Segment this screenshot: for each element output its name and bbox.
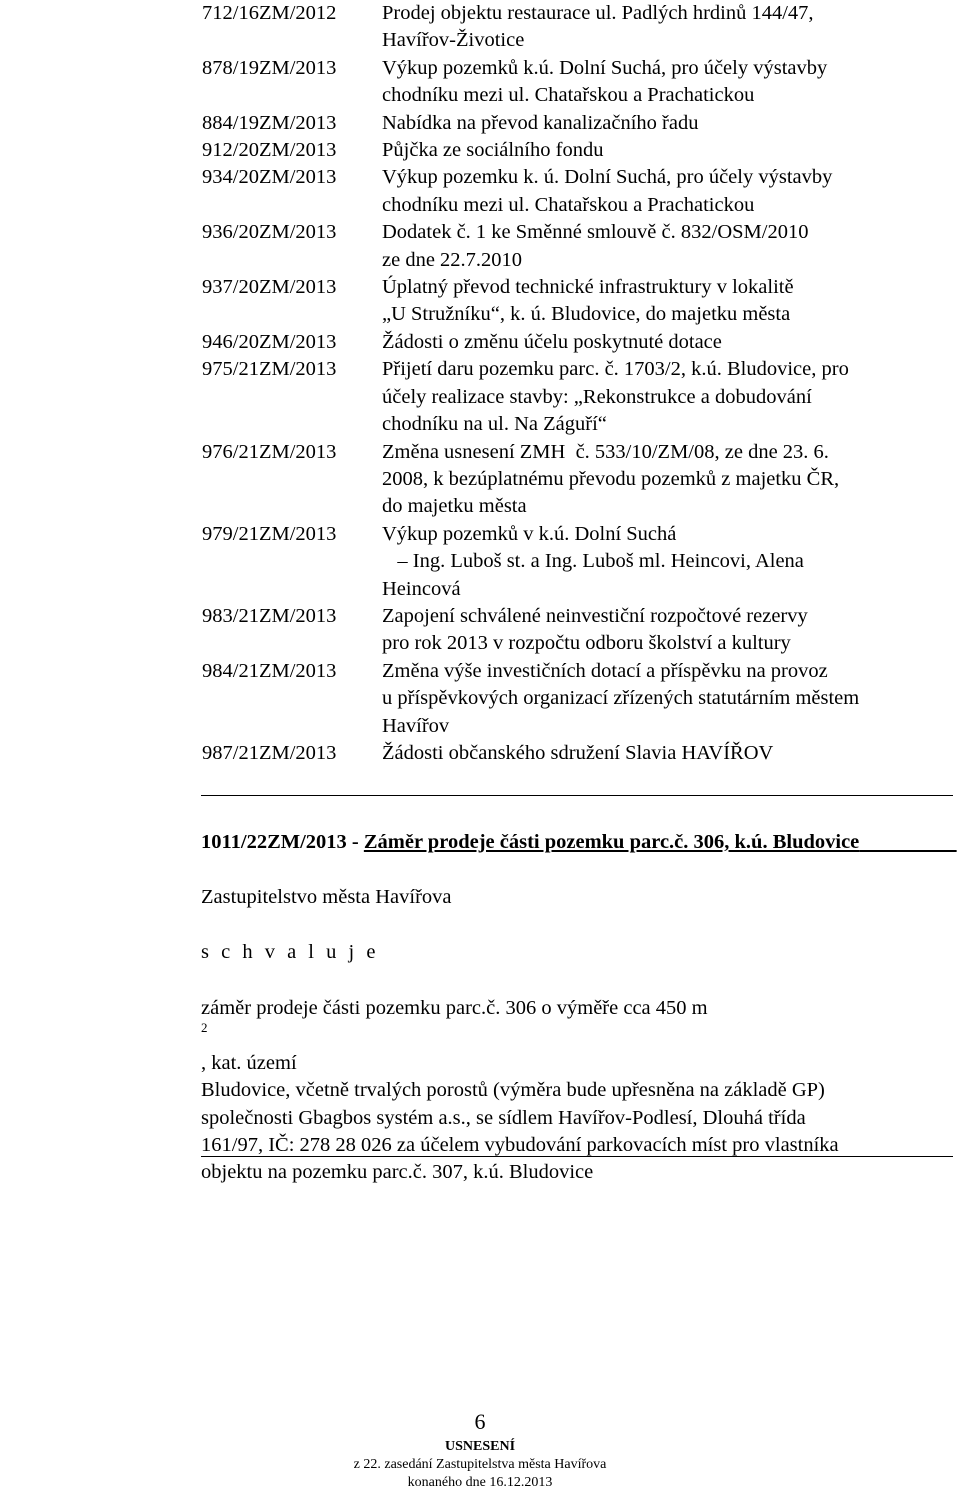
title-line: Havířov-Životice (382, 29, 525, 52)
footer-session: z 22. zasedání Zastupitelstva města Havířova (353, 1457, 607, 1472)
resolution-row (202, 521, 952, 603)
title-line: do majetku města (382, 495, 527, 518)
resolution-row (202, 110, 952, 137)
title-line: Dodatek č. 1 ke Směnné smlouvě č. 832/OSM/2010 (382, 221, 809, 244)
title-line: chodníku na ul. Na Záguří“ (382, 413, 607, 436)
resolution-title (382, 55, 952, 110)
resolution-code: 979/21ZM/2013 (202, 522, 337, 545)
resolution-code: 912/20ZM/2013 (202, 139, 337, 162)
description-line: 161/97, IČ: 278 28 026 za účelem vybudování parkovacích míst pro vlastníka (201, 1134, 839, 1157)
title-line: Žádosti o změnu účelu poskytnuté dotace (382, 330, 722, 353)
resolution-list (202, 0, 952, 767)
resolution-code: 946/20ZM/2013 (202, 330, 337, 353)
resolution-description (201, 995, 953, 1187)
title-line: Přijetí daru pozemku parc. č. 1703/2, k.ú. Bludovice, pro (382, 358, 849, 381)
resolution-title (382, 658, 952, 740)
resolution-row (202, 356, 952, 438)
title-line: Změna usnesení ZMH č. 533/10/ZM/08, ze dne 23. 6. (382, 440, 829, 463)
resolution-title (382, 439, 952, 521)
resolution-code: 937/20ZM/2013 (202, 276, 337, 299)
title-line: Žádosti občanského sdružení Slavia HAVÍŘOV (382, 741, 774, 764)
resolution-title (382, 0, 952, 55)
resolution-row (202, 137, 952, 164)
title-line: 2008, k bezúplatnému převodu pozemků z majetku ČR, (382, 467, 840, 490)
title-underline-tail (859, 831, 956, 853)
resolution-title (382, 110, 952, 137)
resolution-code: 934/20ZM/2013 (202, 166, 337, 189)
resolution-row (202, 274, 952, 329)
resolution-code: 712/16ZM/2012 (202, 2, 337, 24)
resolution-title (382, 521, 952, 603)
title-line: pro rok 2013 v rozpočtu odboru školství a kultury (382, 632, 791, 655)
resolution-code: 878/19ZM/2013 (202, 56, 337, 79)
footer-label: USNESENÍ (444, 1439, 516, 1454)
resolution-row (202, 439, 952, 521)
title-line: ze dne 22.7.2010 (382, 248, 523, 271)
divider-line (201, 795, 953, 796)
description-line: Bludovice, včetně trvalých porostů (výměra bude upřesněna na základě GP) (201, 1079, 825, 1102)
resolution-row (202, 603, 952, 658)
resolution-row (202, 329, 952, 356)
title-line: Nabídka na převod kanalizačního řadu (382, 111, 699, 134)
title-line: Změna výše investičních dotací a příspěvku na provoz (382, 659, 828, 682)
title-line: „U Stružníku“, k. ú. Bludovice, do majetku města (382, 303, 791, 326)
resolution-title (382, 219, 952, 274)
resolution-title (382, 274, 952, 329)
resolution-code: 987/21ZM/2013 (202, 741, 337, 764)
resolution-row (202, 740, 952, 767)
title-line: – Ing. Luboš st. a Ing. Luboš ml. Heincovi, Alena (382, 550, 804, 573)
resolution-row (202, 0, 952, 55)
resolution-code: 984/21ZM/2013 (202, 659, 337, 682)
title-line: chodníku mezi ul. Chatařskou a Prachatickou (382, 193, 755, 216)
resolution-row (202, 219, 952, 274)
resolution-number: 1011/22ZM/2013 - (201, 831, 364, 853)
footer-date: konaného dne 16.12.2013 (407, 1475, 553, 1490)
resolution-verb: s c h v a l u j e (201, 941, 379, 963)
title-line: u příspěvkových organizací zřízených statutárním městem (382, 687, 860, 710)
resolution-title (382, 137, 952, 164)
resolution-code: 975/21ZM/2013 (202, 358, 337, 381)
page-number: 6 (474, 1409, 486, 1434)
title-line: Výkup pozemků k.ú. Dolní Suchá, pro účely výstavby (382, 56, 828, 79)
description-line: společnosti Gbagbos systém a.s., se sídlem Havířov-Podlesí, Dlouhá třída (201, 1106, 806, 1129)
title-line: účely realizace stavby: „Rekonstrukce a dobudování (382, 385, 812, 408)
resolution-title: Záměr prodeje části pozemku parc.č. 306, k.ú. Bludovice (363, 831, 860, 853)
title-line: Výkup pozemků v k.ú. Dolní Suchá (382, 522, 677, 545)
resolution-title (382, 740, 952, 767)
resolution-code: 983/21ZM/2013 (202, 604, 337, 627)
resolution-code: 976/21ZM/2013 (202, 440, 337, 463)
resolution-row (202, 55, 952, 110)
title-line: Heincová (382, 577, 461, 600)
divider-line (201, 1156, 953, 1157)
resolution-title (382, 356, 952, 438)
description-line: záměr prodeje části pozemku parc.č. 306 o výměře cca 450 m $^2$ , kat. území (201, 997, 708, 1074)
resolution-row (202, 164, 952, 219)
title-line: Zapojení schválené neinvestiční rozpočtové rezervy (382, 604, 808, 627)
resolution-title (382, 603, 952, 658)
resolution-code: 936/20ZM/2013 (202, 221, 337, 244)
description-line: objektu na pozemku parc.č. 307, k.ú. Bludovice (201, 1161, 594, 1184)
title-line: Úplatný převod technické infrastruktury v lokalitě (382, 276, 794, 299)
resolution-code: 884/19ZM/2013 (202, 111, 337, 134)
section-heading (201, 829, 956, 856)
resolution-title (382, 164, 952, 219)
resolution-row (202, 658, 952, 740)
title-line: Prodej objektu restaurace ul. Padlých hrdinů 144/47, (382, 2, 814, 24)
council-name: Zastupitelstvo města Havířova (201, 886, 452, 908)
title-line: Havířov (382, 714, 450, 737)
title-line: Půjčka ze sociálního fondu (382, 139, 604, 162)
title-line: Výkup pozemku k. ú. Dolní Suchá, pro účely výstavby (382, 166, 833, 189)
resolution-title (382, 329, 952, 356)
title-line: chodníku mezi ul. Chatařskou a Prachatickou (382, 84, 755, 107)
